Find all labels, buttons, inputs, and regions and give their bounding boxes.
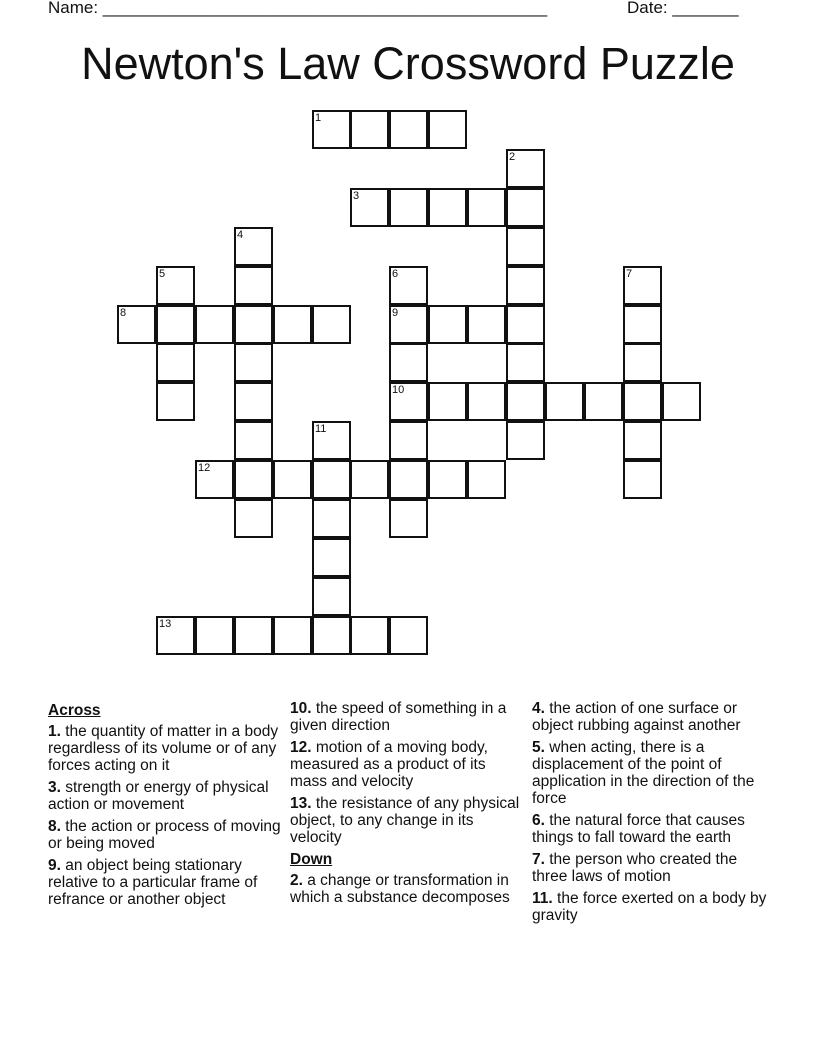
clue-across-12: 12. motion of a moving body, measured as a product of its mass and velocity bbox=[290, 739, 488, 790]
clue-number-label: 13 bbox=[159, 618, 172, 630]
grid-cell[interactable] bbox=[312, 460, 351, 499]
clue-down-4: 4. the action of one surface or object rubbing against another bbox=[532, 700, 741, 734]
clue-across-1: 1. the quantity of matter in a body regardless of its volume or of any forces acting on it bbox=[48, 723, 279, 774]
grid-cell[interactable] bbox=[350, 188, 389, 227]
grid-cell[interactable] bbox=[389, 110, 428, 149]
grid-cell[interactable] bbox=[506, 149, 545, 188]
grid-cell[interactable] bbox=[234, 616, 273, 655]
grid-cell[interactable] bbox=[545, 382, 584, 421]
grid-cell[interactable] bbox=[506, 382, 545, 421]
grid-cell[interactable] bbox=[273, 460, 312, 499]
clue-number-label: 4 bbox=[237, 229, 244, 241]
grid-cell[interactable] bbox=[623, 266, 662, 305]
clues-column-2 bbox=[290, 700, 526, 911]
grid-cell[interactable] bbox=[467, 382, 506, 421]
grid-cell[interactable] bbox=[389, 499, 428, 538]
grid-cell[interactable] bbox=[623, 305, 662, 344]
page-title: Newton's Law Crossword Puzzle bbox=[81, 38, 735, 89]
clue-number-label: 3 bbox=[353, 190, 360, 202]
grid-cell[interactable] bbox=[389, 266, 428, 305]
grid-cell[interactable] bbox=[234, 266, 273, 305]
grid-cell[interactable] bbox=[195, 305, 234, 344]
grid-cell[interactable] bbox=[506, 188, 545, 227]
grid-cell[interactable] bbox=[156, 266, 195, 305]
grid-cell[interactable] bbox=[312, 577, 351, 616]
clue-number-label: 9 bbox=[392, 307, 399, 319]
clue-number-label: 1 bbox=[315, 112, 322, 124]
clue-down-5: 5. when acting, there is a displacement of the point of application in the direction of the force bbox=[532, 739, 755, 807]
grid-cell[interactable] bbox=[623, 382, 662, 421]
grid-cell[interactable] bbox=[195, 460, 234, 499]
grid-cell[interactable] bbox=[156, 616, 195, 655]
grid-cell[interactable] bbox=[623, 460, 662, 499]
date-field-label: Date: _______ bbox=[627, 0, 739, 17]
grid-cell[interactable] bbox=[467, 188, 506, 227]
clue-down-2: 2. a change or transformation in which a substance decomposes bbox=[290, 872, 510, 906]
grid-cell[interactable] bbox=[428, 382, 467, 421]
clue-number-label: 2 bbox=[509, 151, 516, 163]
clue-across-8: 8. the action or process of moving or being moved bbox=[48, 818, 281, 852]
clue-across-3: 3. strength or energy of physical action or movement bbox=[48, 779, 269, 813]
grid-cell[interactable] bbox=[195, 616, 234, 655]
grid-cell[interactable] bbox=[506, 305, 545, 344]
down-heading: Down bbox=[290, 851, 333, 868]
grid-cell[interactable] bbox=[312, 616, 351, 655]
grid-cell[interactable] bbox=[156, 382, 195, 421]
grid-cell[interactable] bbox=[350, 110, 389, 149]
grid-cell[interactable] bbox=[234, 382, 273, 421]
across-heading: Across bbox=[48, 702, 101, 719]
grid-cell[interactable] bbox=[234, 305, 273, 344]
clues-column-3 bbox=[532, 700, 768, 929]
grid-cell[interactable] bbox=[389, 343, 428, 382]
grid-cell[interactable] bbox=[389, 616, 428, 655]
grid-cell[interactable] bbox=[117, 305, 156, 344]
grid-cell[interactable] bbox=[156, 343, 195, 382]
grid-cell[interactable] bbox=[350, 460, 389, 499]
clues-column-1 bbox=[48, 700, 284, 913]
grid-cell[interactable] bbox=[312, 110, 351, 149]
clue-number-label: 12 bbox=[198, 462, 211, 474]
grid-cell[interactable] bbox=[312, 538, 351, 577]
grid-cell[interactable] bbox=[234, 421, 273, 460]
clue-across-9: 9. an object being stationary relative to a particular frame of refrance or another object bbox=[48, 857, 258, 908]
clue-across-10: 10. the speed of something in a given direction bbox=[290, 700, 507, 734]
grid-cell[interactable] bbox=[389, 305, 428, 344]
grid-cell[interactable] bbox=[312, 305, 351, 344]
grid-cell[interactable] bbox=[623, 343, 662, 382]
grid-cell[interactable] bbox=[389, 382, 428, 421]
grid-cell[interactable] bbox=[506, 266, 545, 305]
clue-number-label: 11 bbox=[315, 423, 327, 435]
clue-number-label: 7 bbox=[626, 268, 633, 280]
grid-cell[interactable] bbox=[156, 305, 195, 344]
grid-cell[interactable] bbox=[234, 460, 273, 499]
grid-cell[interactable] bbox=[234, 343, 273, 382]
grid-cell[interactable] bbox=[273, 616, 312, 655]
name-field-label: Name: _______________________________________________ bbox=[48, 0, 548, 17]
grid-cell[interactable] bbox=[506, 227, 545, 266]
grid-cell[interactable] bbox=[662, 382, 701, 421]
grid-cell[interactable] bbox=[273, 305, 312, 344]
clue-down-7: 7. the person who created the three laws of motion bbox=[532, 851, 738, 885]
grid-cell[interactable] bbox=[506, 421, 545, 460]
clue-down-11: 11. the force exerted on a body by gravity bbox=[532, 890, 767, 924]
clue-down-6: 6. the natural force that causes things to fall toward the earth bbox=[532, 812, 745, 846]
grid-cell[interactable] bbox=[350, 616, 389, 655]
clue-number-label: 6 bbox=[392, 268, 399, 280]
grid-cell[interactable] bbox=[506, 343, 545, 382]
grid-cell[interactable] bbox=[234, 227, 273, 266]
clue-number-label: 10 bbox=[392, 384, 405, 396]
grid-cell[interactable] bbox=[428, 188, 467, 227]
grid-cell[interactable] bbox=[467, 460, 506, 499]
clue-across-13: 13. the resistance of any physical object, to any change in its velocity bbox=[290, 795, 520, 846]
grid-cell[interactable] bbox=[428, 305, 467, 344]
grid-cell[interactable] bbox=[428, 110, 467, 149]
clue-number-label: 8 bbox=[120, 307, 127, 319]
clue-number-label: 5 bbox=[159, 268, 166, 280]
grid-cell[interactable] bbox=[312, 421, 351, 460]
grid-cell[interactable] bbox=[428, 460, 467, 499]
grid-cell[interactable] bbox=[312, 499, 351, 538]
grid-cell[interactable] bbox=[467, 305, 506, 344]
grid-cell[interactable] bbox=[623, 421, 662, 460]
grid-cell[interactable] bbox=[389, 188, 428, 227]
grid-cell[interactable] bbox=[234, 499, 273, 538]
grid-cell[interactable] bbox=[584, 382, 623, 421]
grid-cell[interactable] bbox=[389, 460, 428, 499]
grid-cell[interactable] bbox=[389, 421, 428, 460]
